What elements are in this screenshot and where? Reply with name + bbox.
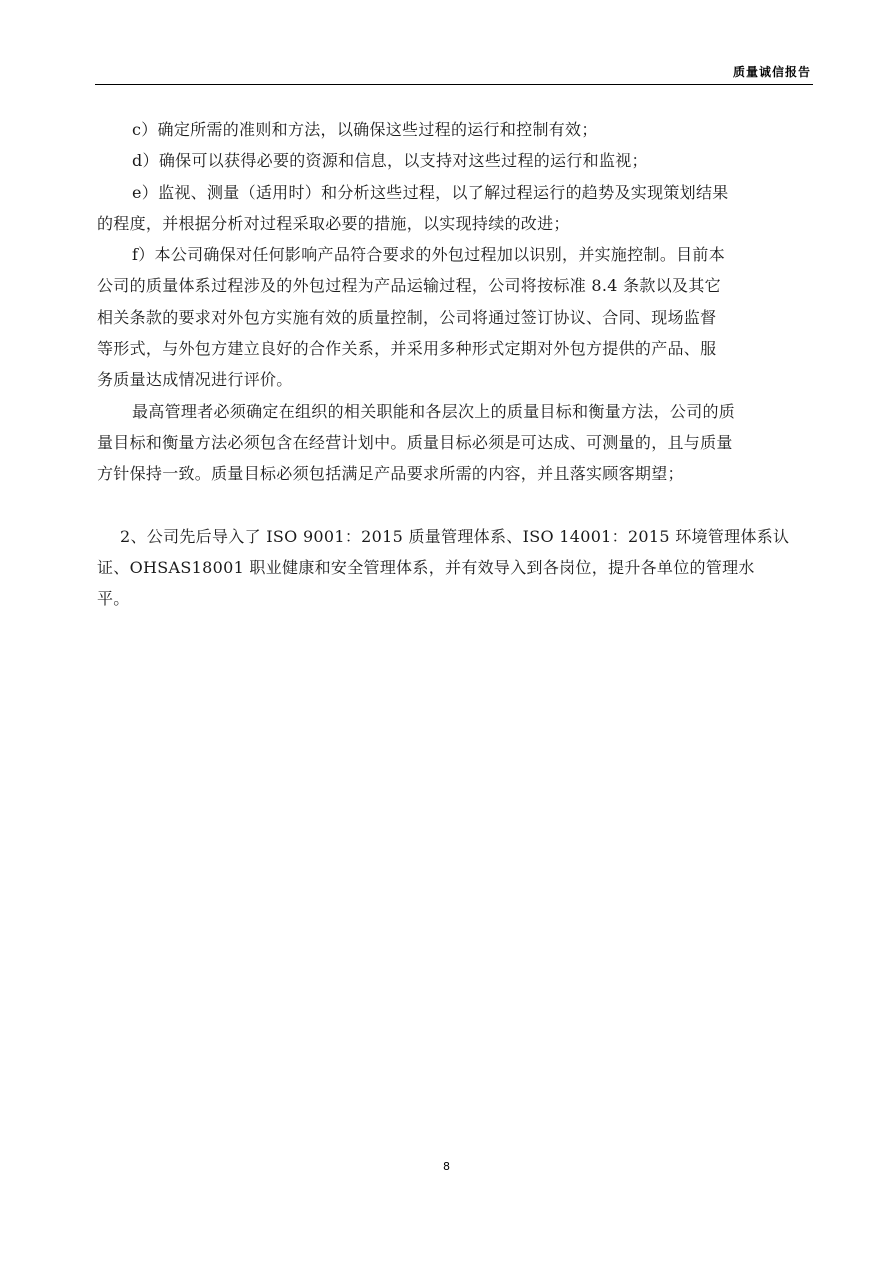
header-title: 质量诚信报告 xyxy=(732,65,811,79)
document-body xyxy=(97,114,803,614)
text-line: 的程度，并根据分析对过程采取必要的措施，以实现持续的改进； xyxy=(97,213,570,233)
paragraph-spacer xyxy=(97,490,803,521)
text-line: 证、OHSAS18001 职业健康和安全管理体系，并有效导入到各岗位，提升各单位的管理水 xyxy=(97,557,755,577)
text-line: 等形式，与外包方建立良好的合作关系，并采用多种形式定期对外包方提供的产品、服 xyxy=(97,339,717,359)
text-line: 最高管理者必须确定在组织的相关职能和各层次上的质量目标和衡量方法，公司的质 xyxy=(132,401,736,421)
text-line: 公司的质量体系过程涉及的外包过程为产品运输过程，公司将按标准 8.4 条款以及其它 xyxy=(97,276,721,296)
text-line: 务质量达成情况进行评价。 xyxy=(97,370,293,390)
text-line: 方针保持一致。质量目标必须包括满足产品要求所需的内容，并且落实顾客期望； xyxy=(97,464,684,484)
paragraph-d xyxy=(97,145,803,176)
text-line: 量目标和衡量方法必须包含在经营计划中。质量目标必须是可达成、可测量的，且与质量 xyxy=(97,432,733,452)
paragraph-f xyxy=(97,239,803,395)
text-line: e）监视、测量（适用时）和分析这些过程，以了解过程运行的趋势及实现策划结果 xyxy=(132,182,729,202)
paragraph-iso-certification xyxy=(97,521,803,615)
page-number: 8 xyxy=(443,1160,450,1173)
text-line: 相关条款的要求对外包方实施有效的质量控制，公司将通过签订协议、合同、现场监督 xyxy=(97,307,717,327)
paragraph-c xyxy=(97,114,803,145)
text-line: 平。 xyxy=(97,589,130,609)
page-header xyxy=(95,64,813,85)
paragraph-quality-objectives xyxy=(97,396,803,490)
paragraph-e xyxy=(97,177,803,240)
text-line: d）确保可以获得必要的资源和信息，以支持对这些过程的运行和监视； xyxy=(132,151,648,171)
text-line: 2、公司先后导入了 ISO 9001：2015 质量管理体系、ISO 14001：2015 环境管理体系认 xyxy=(120,526,790,546)
text-line: f）本公司确保对任何影响产品符合要求的外包过程加以识别，并实施控制。目前本 xyxy=(132,245,726,265)
text-line: c）确定所需的准则和方法，以确保这些过程的运行和控制有效； xyxy=(132,120,598,139)
